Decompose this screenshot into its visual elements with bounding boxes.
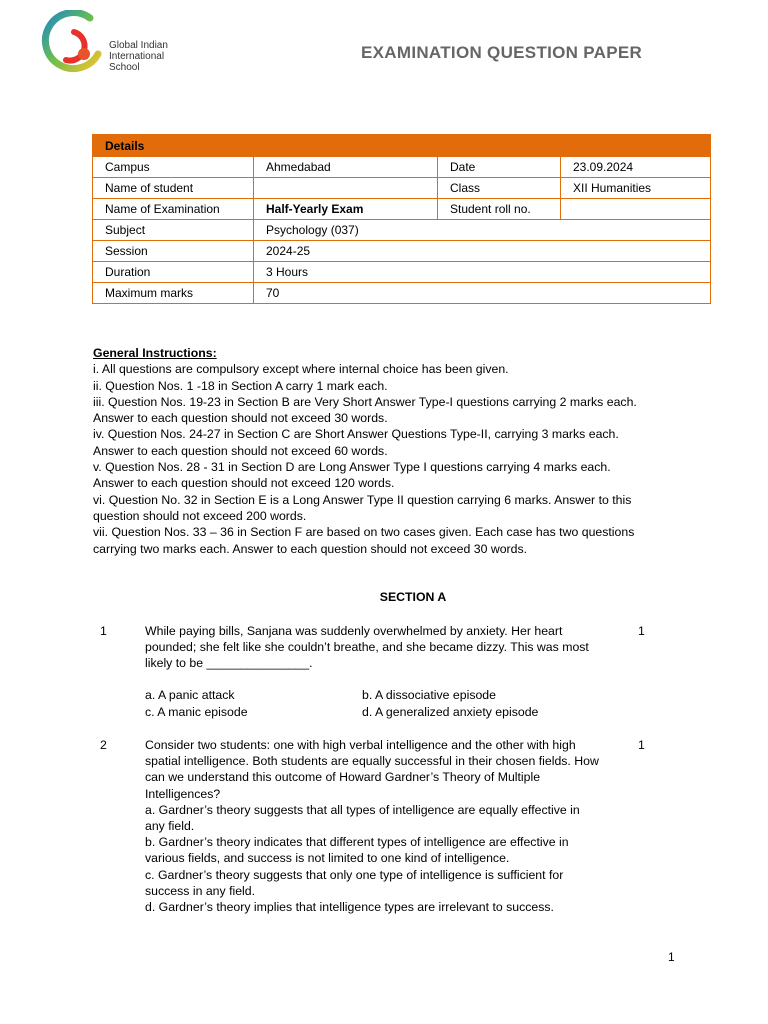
option-line: b. Gardner’s theory indicates that different types of intelligence are effective in: [145, 835, 569, 850]
table-row: [93, 283, 711, 304]
instruction-line: ii. Question Nos. 1 -18 in Section A carry 1 mark each.: [93, 378, 388, 393]
option-c: c. A manic episode: [145, 705, 248, 719]
details-heading: Details: [93, 135, 711, 157]
table-row: [93, 262, 711, 283]
school-name: Global Indian International School: [109, 40, 168, 73]
table-row: [93, 178, 711, 199]
question-marks: 1: [638, 624, 645, 638]
instruction-line: v. Question Nos. 28 - 31 in Section D are Long Answer Type I questions carrying 4 marks each.: [93, 460, 611, 475]
max-marks-value: 70: [254, 283, 711, 304]
option-a: a. A panic attack: [145, 688, 235, 702]
date-value: 23.09.2024: [561, 157, 711, 178]
instructions-heading: General Instructions:: [93, 346, 217, 360]
roll-no-value: [561, 199, 711, 220]
question-line: While paying bills, Sanjana was suddenly overwhelmed by anxiety. Her heart: [145, 624, 563, 638]
instruction-line: Answer to each question should not exceed 60 words.: [93, 443, 388, 458]
table-row: [93, 241, 711, 262]
paper-title: EXAMINATION QUESTION PAPER: [361, 43, 643, 62]
student-name-label: Name of student: [93, 178, 254, 199]
question-text: [145, 623, 630, 672]
instruction-line: vii. Question Nos. 33 – 36 in Section F are based on two cases given. Each case has two questions: [93, 525, 635, 540]
exam-name-value: Half-Yearly Exam: [254, 199, 438, 220]
question-number: 2: [100, 738, 107, 752]
details-table: [92, 134, 711, 304]
session-label: Session: [93, 241, 254, 262]
exam-name-label: Name of Examination: [93, 199, 254, 220]
option-line: success in any field.: [145, 883, 256, 898]
date-label: Date: [438, 157, 561, 178]
instruction-line: question should not exceed 200 words.: [93, 508, 307, 523]
question-2: [0, 737, 768, 922]
instruction-line: Answer to each question should not exceed 30 words.: [93, 411, 388, 426]
class-value: XII Humanities: [561, 178, 711, 199]
campus-value: Ahmedabad: [254, 157, 438, 178]
instruction-line: Answer to each question should not exceed 120 words.: [93, 476, 395, 491]
option-line: various fields, and success is not limited to one kind of intelligence.: [145, 851, 510, 866]
duration-label: Duration: [93, 262, 254, 283]
question-marks: 1: [638, 738, 645, 752]
option-b: b. A dissociative episode: [362, 688, 496, 702]
question-options: [145, 687, 595, 723]
table-row: [93, 157, 711, 178]
instruction-line: vi. Question No. 32 in Section E is a Long Answer Type II question carrying 6 marks. Answer to this: [93, 492, 632, 507]
question-line: Consider two students: one with high verbal intelligence and the other with high: [145, 738, 576, 752]
table-row: [93, 220, 711, 241]
roll-no-label: Student roll no.: [438, 199, 561, 220]
option-line: d. Gardner’s theory implies that intelligence types are irrelevant to success.: [145, 900, 554, 915]
question-line: likely to be _______________.: [145, 656, 313, 671]
instruction-line: carrying two marks each. Answer to each question should not exceed 30 words.: [93, 541, 528, 556]
question-text: [145, 737, 630, 915]
question-1: [0, 623, 768, 723]
subject-value: Psychology (037): [254, 220, 711, 241]
school-logo: [40, 10, 104, 74]
subject-label: Subject: [93, 220, 254, 241]
instruction-line: iv. Question Nos. 24-27 in Section C are Short Answer Questions Type-II, carrying 3 marks each.: [93, 427, 619, 442]
general-instructions: [93, 345, 673, 557]
question-line: Intelligences?: [145, 786, 221, 801]
instruction-line: iii. Question Nos. 19-23 in Section B are Very Short Answer Type-I questions carrying 2 marks each.: [93, 394, 637, 409]
class-label: Class: [438, 178, 561, 199]
duration-value: 3 Hours: [254, 262, 711, 283]
question-line: can we understand this outcome of Howard Gardner’s Theory of Multiple: [145, 770, 541, 785]
option-line: any field.: [145, 819, 195, 834]
session-value: 2024-25: [254, 241, 711, 262]
page-number: 1: [668, 950, 675, 964]
question-line: spatial intelligence. Both students are equally successful in their chosen fields. How: [145, 754, 599, 769]
max-marks-label: Maximum marks: [93, 283, 254, 304]
student-name-value: [254, 178, 438, 199]
table-row: [93, 199, 711, 220]
campus-label: Campus: [93, 157, 254, 178]
instruction-line: i. All questions are compulsory except where internal choice has been given.: [93, 362, 509, 377]
option-line: c. Gardner’s theory suggests that only one type of intelligence is sufficient for: [145, 867, 564, 882]
option-line: a. Gardner’s theory suggests that all types of intelligence are equally effective in: [145, 802, 580, 817]
section-title: SECTION A: [379, 590, 447, 604]
question-number: 1: [100, 624, 107, 638]
option-d: d. A generalized anxiety episode: [362, 705, 539, 719]
question-line: pounded; she felt like she couldn’t breathe, and she became dizzy. This was most: [145, 640, 589, 655]
